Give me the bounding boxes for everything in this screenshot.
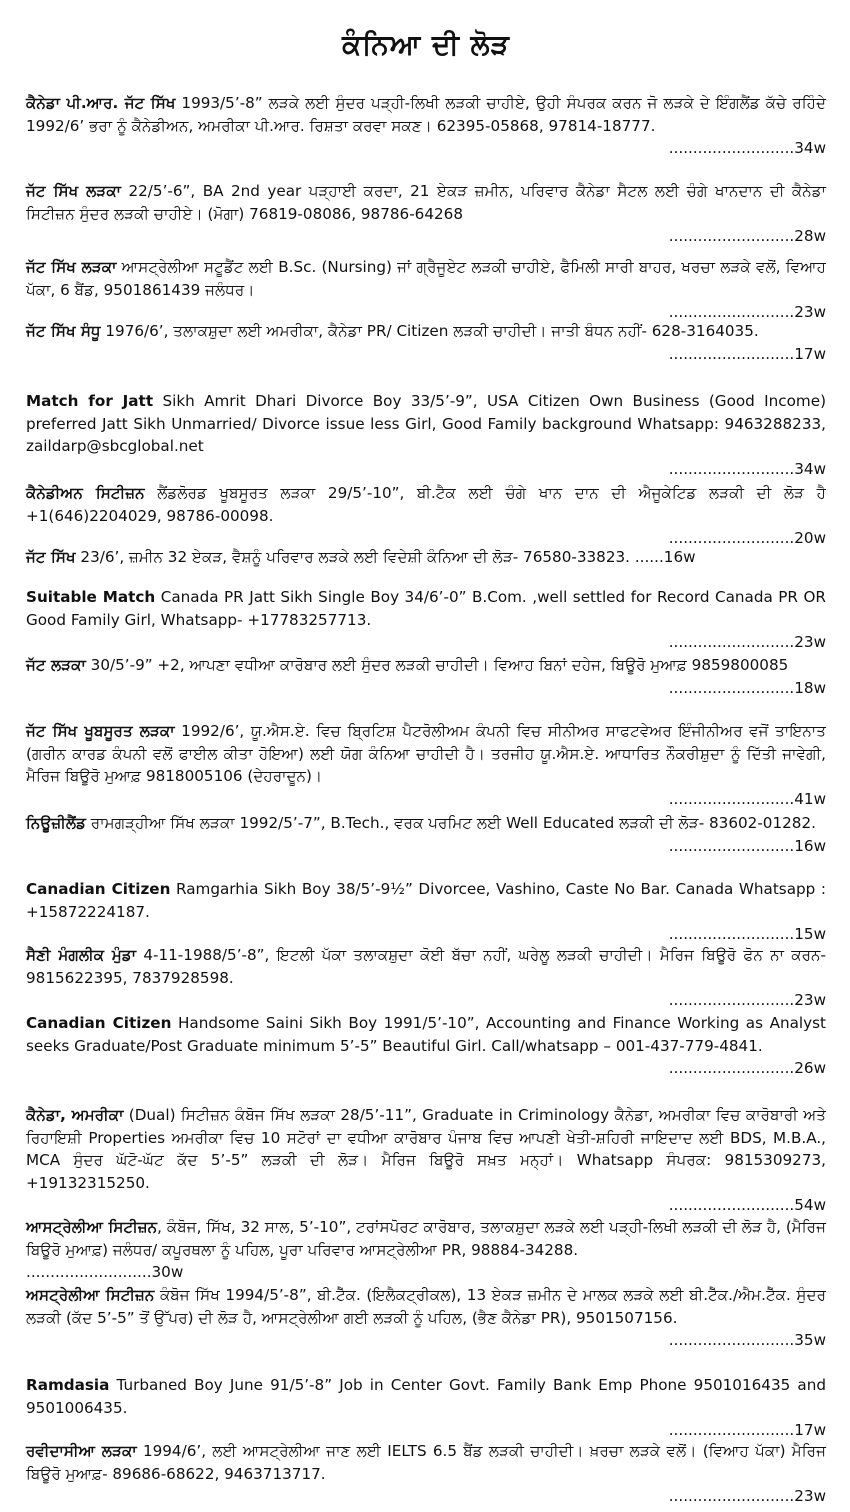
classified-ad — [26, 1284, 826, 1352]
ad-text: ਲੈਂਡਲੋਰਡ ਖੂਬਸੂਰਤ ਲੜਕਾ 29/5’-10”, ਬੀ.ਟੈਕ ਲਈ ਚੰਗੇ ਖਾਨ ਦਾਨ ਦੀ ਐਜੂਕੇਟਿਡ ਲੜਕੀ ਦੀ ਲੋੜ ਹੈ +1(646)2204029, 98786-00098. — [26, 484, 826, 525]
ad-lead: ਨਿਊਜ਼ੀਲੈਂਡ — [26, 814, 86, 832]
ad-lead: ਜੱਟ ਸਿੱਖ ਲੜਕਾ — [26, 182, 122, 200]
ad-word-count: ..........................54w — [668, 1196, 826, 1215]
classified-ad — [26, 878, 826, 946]
ad-lead: ਕੈਨੇਡੀਅਨ ਸਿਟੀਜ਼ਨ — [26, 484, 145, 502]
ad-word-count: ..........................28w — [668, 227, 826, 246]
ad-word-count: ..........................23w — [668, 633, 826, 652]
ad-word-count: ..........................23w — [668, 991, 826, 1010]
ad-lead: ਆਸਟ੍ਰੇਲੀਆ ਸਿਟੀਜ਼ਨ — [26, 1218, 158, 1236]
ad-text: 30/5’-9” +2, ਆਪਣਾ ਵਧੀਆ ਕਾਰੋਬਾਰ ਲਈ ਸੁੰਦਰ ਲੜਕੀ ਚਾਹੀਦੀ। ਵਿਆਹ ਬਿਨਾਂ ਦਹੇਜ, ਬਿਊਰੋ ਮੁਆਫ਼ 9859800085 — [85, 656, 789, 674]
classified-ad — [26, 482, 826, 550]
ad-lead: ਜੱਟ ਸਿੱਖ ਸੰਧੂ — [26, 322, 101, 340]
ad-word-count: ..........................17w — [668, 344, 826, 363]
ad-lead: Suitable Match — [26, 588, 156, 606]
ad-word-count: ..........................23w — [668, 1487, 826, 1506]
ad-lead: Match for Jatt — [26, 392, 154, 410]
ad-text: ਰਾਮਗੜ੍ਹੀਆ ਸਿੱਖ ਲੜਕਾ 1992/5’-7”, B.Tech., ਵਰਕ ਪਰਮਿਟ ਲਈ Well Educated ਲੜਕੀ ਦੀ ਲੋੜ- 83602-01282. — [85, 814, 816, 832]
classified-ad — [26, 944, 826, 1012]
ad-text: Ramgarhia Sikh Boy 38/5’-9½” Divorcee, Vashino, Caste No Bar. Canada Whatsapp : +15872224187. — [26, 880, 827, 921]
classified-ad — [26, 586, 826, 654]
ad-text: 22/5’-6”, BA 2nd year ਪੜ੍ਹਾਈ ਕਰਦਾ, 21 ਏਕੜ ਜ਼ਮੀਨ, ਪਰਿਵਾਰ ਕੈਨੇਡਾ ਸੈਟਲ ਲਈ ਚੰਗੇ ਖਾਨਦਾਨ ਦੀ ਕੈਨੇਡਾ ਸਿਟੀਜ਼ਨ ਸੁੰਦਰ ਲੜਕੀ ਚਾਹੀਏ। (ਮੋਗਾ) 76819-08086, 98786-64268 — [26, 182, 826, 223]
ad-lead: ਜੱਟ ਸਿੱਖ ਖੂਬਸੂਰਤ ਲੜਕਾ — [26, 722, 175, 740]
ad-word-count: ..........................34w — [668, 459, 826, 478]
ad-lead: ਜੱਟ ਸਿੱਖ ਲੜਕਾ — [26, 258, 117, 276]
classified-ad — [26, 92, 826, 160]
classified-ad — [26, 720, 826, 810]
ad-lead: Canadian Citizen — [26, 1014, 172, 1032]
ad-word-count: ..........................20w — [668, 529, 826, 548]
page-title: ਕੰਨਿਆ ਦੀ ਲੋੜ — [342, 28, 510, 61]
ad-word-count: ..........................17w — [668, 1421, 826, 1440]
ad-text: (Dual) ਸਿਟੀਜ਼ਨ ਕੰਬੋਜ ਸਿੱਖ ਲੜਕਾ 28/5’-11”, Graduate in Criminology ਕੈਨੇਡਾ, ਅਮਰੀਕਾ ਵਿਚ ਕਾਰੋਬਾਰੀ ਅਤੇ ਰਿਹਾਇਸ਼ੀ Properties ਅਮਰੀਕਾ ਵਿਚ 10 ਸਟੋਰਾਂ ਦਾ ਵਧੀਆ ਕਾਰੋਬਾਰ ਪੰਜਾਬ ਵਿਚ ਆਪਣੀ ਖੇਤੀ-ਸ਼ਹਿਰੀ ਜਾਇਦਾਦ ਲਈ BDS, M.B.A., MCA ਸੁੰਦਰ ਘੱਟੋ-ਘੱਟ ਕੱਦ 5’-5” ਲੜਕੀ ਦੀ ਲੋੜ। ਮੈਰਿਜ ਬਿਊਰੋ ਸਖ਼ਤ ਮਨ੍ਹਾਂ। Whatsapp ਸੰਪਰਕ: 9815309273, +19132315250. — [26, 1106, 826, 1192]
ad-word-count: ..........................23w — [668, 303, 826, 322]
ad-word-count: ..........................26w — [668, 1059, 826, 1078]
classified-ad — [26, 812, 826, 857]
classified-ad — [26, 1012, 826, 1080]
classified-ad — [26, 320, 826, 365]
ad-lead: ਕੈਨੇਡਾ ਪੀ.ਆਰ. ਜੱਟ ਸਿੱਖ — [26, 94, 176, 112]
classified-ad — [26, 654, 826, 699]
ad-word-count: ..........................34w — [668, 139, 826, 158]
ad-text: Turbaned Boy June 91/5’-8” Job in Center Govt. Family Bank Emp Phone 9501016435 and 9501006435. — [26, 1376, 826, 1417]
ad-word-count: ..........................16w — [668, 836, 826, 855]
ad-lead: Ramdasia — [26, 1376, 110, 1394]
ad-text: Sikh Amrit Dhari Divorce Boy 33/5’-9”, USA Citizen Own Business (Good Income) preferred Jatt Sikh Unmarried/ Divorce issue less Girl, Good Family background Whatsapp: 9463288233, zaildarp@sbcglobal.net — [26, 392, 826, 456]
ad-word-count: ..........................15w — [668, 925, 826, 944]
ad-lead: ਸੈਣੀ ਮੰਗਲੀਕ ਮੁੰਡਾ — [26, 946, 137, 964]
ad-lead: ਜੱਟ ਲੜਕਾ — [26, 656, 86, 674]
classified-ad — [26, 180, 826, 248]
ad-lead: ਰਵੀਦਾਸੀਆ ਲੜਕਾ — [26, 1442, 137, 1460]
ad-text: 23/6’, ਜ਼ਮੀਨ 32 ਏਕੜ, ਵੈਸ਼ਨੂੰ ਪਰਿਵਾਰ ਲੜਕੇ ਲਈ ਵਿਦੇਸ਼ੀ ਕੰਨਿਆ ਦੀ ਲੋੜ- 76580-33823. — [75, 548, 630, 566]
ad-text: ਕੰਬੋਜ ਸਿੱਖ 1994/5’-8”, ਬੀ.ਟੈੱਕ. (ਇਲੈਕਟ੍ਰੀਕਲ), 13 ਏਕੜ ਜ਼ਮੀਨ ਦੇ ਮਾਲਕ ਲੜਕੇ ਲਈ ਬੀ.ਟੈੱਕ./ਐਮ.ਟੈੱਕ. ਸੁੰਦਰ ਲੜਕੀ (ਕੱਦ 5’-5” ਤੋਂ ਉੱਪਰ) ਦੀ ਲੋੜ ਹੈ, ਆਸਟ੍ਰੇਲੀਆ ਗਈ ਲੜਕੀ ਨੂੰ ਪਹਿਲ, (ਭੈਣ ਕੈਨੇਡਾ PR), 9501507156. — [26, 1286, 826, 1327]
ad-text: Handsome Saini Sikh Boy 1991/5’-10”, Accounting and Finance Working as Analyst seeks Graduate/Post Graduate minimum 5’-5” Beautiful Girl. Call/whatsapp – 001-437-779-4841. — [26, 1014, 827, 1055]
ad-text: Canada PR Jatt Sikh Single Boy 34/6’-0” B.Com. ,well settled for Record Canada PR OR Good Family Girl, Whatsapp- +17783257713. — [26, 588, 826, 629]
ad-text: , ਕੰਬੋਜ, ਸਿੱਖ, 32 ਸਾਲ, 5’-10”, ਟਰਾਂਸਪੋਰਟ ਕਾਰੋਬਾਰ, ਤਲਾਕਸ਼ੁਦਾ ਲੜਕੇ ਲਈ ਪੜ੍ਹੀ-ਲਿਖੀ ਲੜਕੀ ਦੀ ਲੋੜ ਹੈ, (ਮੈਰਿਜ ਬਿਊਰੋ ਮੁਆਫ਼) ਜਲੰਧਰ/ ਕਪੂਰਥਲਾ ਨੂੰ ਪਹਿਲ, ਪੂਰਾ ਪਰਿਵਾਰ ਆਸਟ੍ਰੇਲੀਆ PR, 98884-34288. — [26, 1218, 826, 1259]
classified-ad — [26, 1374, 826, 1442]
ad-word-count: ..........................30w — [26, 1263, 184, 1282]
classified-ad — [26, 256, 826, 324]
ad-text: 1992/6’, ਯੂ.ਐਸ.ਏ. ਵਿਚ ਬ੍ਰਿਟਿਸ਼ ਪੈਟਰੋਲੀਅਮ ਕੰਪਨੀ ਵਿਚ ਸੀਨੀਅਰ ਸਾਫਟਵੇਅਰ ਇੰਜੀਨੀਅਰ ਵਜੋਂ ਤਾਇਨਾਤ (ਗਰੀਨ ਕਾਰਡ ਕੰਪਨੀ ਵਲੋਂ ਫਾਈਲ ਕੀਤਾ ਹੋਇਆ) ਲਈ ਯੋਗ ਕੰਨਿਆ ਚਾਹੀਦੀ ਹੈ। ਤਰਜੀਹ ਯੂ.ਐਸ.ਏ. ਆਧਾਰਿਤ ਨੌਕਰੀਸ਼ੁਦਾ ਨੂੰ ਦਿੱਤੀ ਜਾਵੇਗੀ, ਮੈਰਿਜ ਬਿਊਰੋ ਮੁਆਫ਼ 9818005106 (ਦੇਹਰਾਦੂਨ)। — [26, 722, 826, 786]
ad-word-count: ..........................35w — [668, 1331, 826, 1350]
ad-lead: ਅਸਟ੍ਰੇਲੀਆ ਸਿਟੀਜ਼ਨ — [26, 1286, 155, 1304]
ad-text: 1976/6’, ਤਲਾਕਸ਼ੁਦਾ ਲਈ ਅਮਰੀਕਾ, ਕੈਨੇਡਾ PR/ Citizen ਲੜਕੀ ਚਾਹੀਦੀ। ਜਾਤੀ ਬੰਧਨ ਨਹੀਂ- 628-3164035. — [100, 322, 759, 340]
classified-ad — [26, 1104, 826, 1217]
ad-word-count: ......16w — [634, 548, 696, 566]
ad-text: 1994/6’, ਲਈ ਆਸਟ੍ਰੇਲੀਆ ਜਾਣ ਲਈ IELTS 6.5 ਬੈਂਡ ਲੜਕੀ ਚਾਹੀਦੀ। ਖ਼ਰਚਾ ਲੜਕੇ ਵਲੋਂ। (ਵਿਆਹ ਪੱਕਾ) ਮੈਰਿਜ ਬਿਊਰੋ ਮੁਆਫ਼- 89686-68622, 9463713717. — [26, 1442, 827, 1483]
ad-lead: ਜੱਟ ਸਿੱਖ — [26, 548, 76, 566]
classified-ad — [26, 390, 826, 480]
ad-text: 1993/5’-8” ਲੜਕੇ ਲਈ ਸੁੰਦਰ ਪੜ੍ਹੀ-ਲਿਖੀ ਲੜਕੀ ਚਾਹੀਏ, ਉਹੀ ਸੰਪਰਕ ਕਰਨ ਜੋ ਲੜਕੇ ਦੇ ਇੰਗਲੈਂਡ ਕੱਚੇ ਰਹਿੰਦੇ 1992/6’ ਭਰਾ ਨੂੰ ਕੈਨੇਡੀਅਨ, ਅਮਰੀਕਾ ਪੀ.ਆਰ. ਰਿਸ਼ਤਾ ਕਰਵਾ ਸਕਣ। 62395-05868, 97814-18777. — [26, 94, 827, 135]
ad-lead: ਕੈਨੇਡਾ, ਅਮਰੀਕਾ — [26, 1106, 124, 1124]
ad-lead: Canadian Citizen — [26, 880, 171, 898]
ad-word-count: ..........................18w — [668, 678, 826, 697]
classified-ad — [26, 1216, 826, 1284]
classified-ad — [26, 546, 826, 569]
ad-word-count: ..........................41w — [668, 789, 826, 808]
classified-ad — [26, 1440, 826, 1508]
ad-text: ਆਸਟ੍ਰੇਲੀਆ ਸਟੂਡੈਂਟ ਲਈ B.Sc. (Nursing) ਜਾਂ ਗ੍ਰੈਜੂਏਟ ਲੜਕੀ ਚਾਹੀਏ, ਫੈਮਿਲੀ ਸਾਰੀ ਬਾਹਰ, ਖਰਚਾ ਲੜਕੇ ਵਲੋਂ, ਵਿਆਹ ਪੱਕਾ, 6 ਬੈਂਡ, 9501861439 ਜਲੰਧਰ। — [26, 258, 826, 299]
ad-text: 4-11-1988/5’-8”, ਇਟਲੀ ਪੱਕਾ ਤਲਾਕਸ਼ੁਦਾ ਕੋਈ ਬੱਚਾ ਨਹੀਂ, ਘਰੇਲੂ ਲੜਕੀ ਚਾਹੀਦੀ। ਮੈਰਿਜ ਬਿਊਰੋ ਫੋਨ ਨਾ ਕਰਨ- 9815622395, 7837928598. — [26, 946, 826, 987]
